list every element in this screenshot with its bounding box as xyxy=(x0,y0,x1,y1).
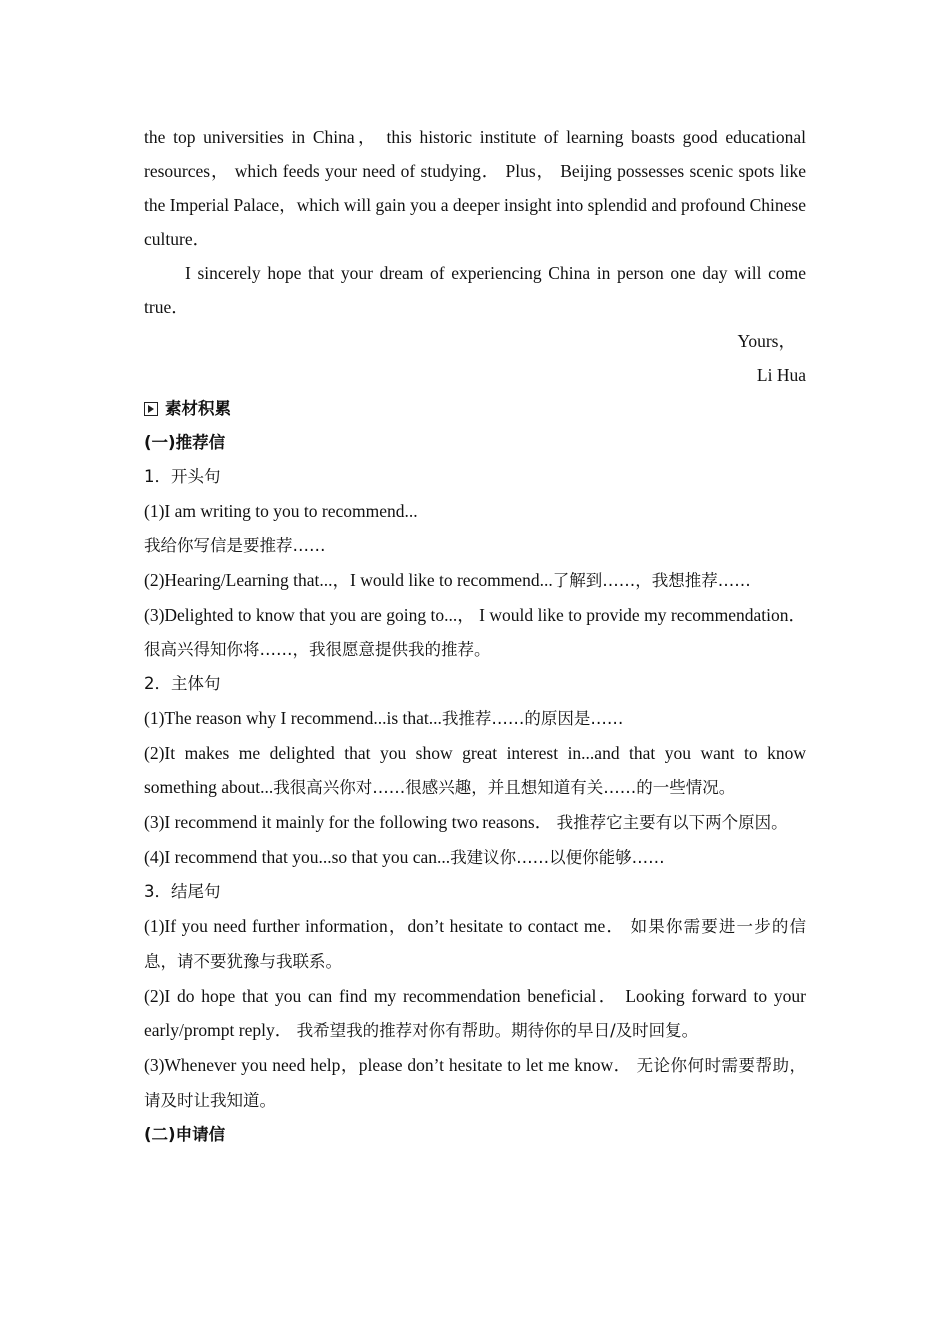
sentence-zh: 我建议你……以便你能够…… xyxy=(450,848,665,867)
part2-title: (二)申请信 xyxy=(144,1125,226,1144)
group-title: 3．结尾句 xyxy=(144,882,221,901)
sentence-zh: 我希望我的推荐对你有帮助。期待你的早日/及时回复。 xyxy=(296,1021,699,1040)
sentence-item xyxy=(144,805,806,840)
sentence-item xyxy=(144,840,806,875)
sentence-en: (1)The reason why I recommend...is that... xyxy=(144,708,442,728)
sentence-en: (3)Whenever you need help，please don’t hesitate to let me know． xyxy=(144,1055,632,1075)
sentence-zh: 我给你写信是要推荐…… xyxy=(144,536,326,555)
sentence-item xyxy=(144,701,806,736)
sentence-item xyxy=(144,494,806,528)
sentence-item xyxy=(144,563,806,598)
sentence-en: (4)I recommend that you...so that you can... xyxy=(144,847,451,867)
sentence-zh: 了解到……，我想推荐…… xyxy=(552,571,751,590)
group-title: 2．主体句 xyxy=(144,674,221,693)
sentence-en: (3)I recommend it mainly for the following two reasons． xyxy=(144,812,553,832)
sentence-zh: 我很高兴你对……很感兴趣，并且想知道有关……的一些情况。 xyxy=(273,778,736,797)
part1-title: (一)推荐信 xyxy=(144,433,226,452)
play-triangle-icon xyxy=(144,402,158,416)
sentence-zh: 很高兴得知你将……，我很愿意提供我的推荐。 xyxy=(144,640,491,659)
letter-signature: Li Hua xyxy=(756,365,806,385)
letter-paragraph-2: I sincerely hope that your dream of experiencing China in person one day will come true． xyxy=(144,263,806,317)
sentence-zh: 如果你需要进一步的信息，请不要犹豫与我联系。 xyxy=(144,917,807,971)
sentence-en: (1)I am writing to you to recommend... xyxy=(144,501,418,521)
sentence-zh: 我推荐它主要有以下两个原因。 xyxy=(556,813,788,832)
sentence-item xyxy=(144,736,806,805)
group-title: 1．开头句 xyxy=(144,467,221,486)
sentence-en: (2)I do hope that you can find my recommendation beneficial． Looking forward to your early/prompt reply． xyxy=(144,986,806,1040)
letter-closing: Yours， xyxy=(737,331,796,351)
materials-heading xyxy=(144,392,806,426)
materials-heading-label: 素材积累 xyxy=(165,399,231,418)
sentence-item xyxy=(144,598,806,667)
sentence-zh: 无论你何时需要帮助，请及时让我知道。 xyxy=(144,1056,807,1110)
sentence-translation xyxy=(144,528,806,563)
sentence-item xyxy=(144,909,806,979)
sentence-en: (2)It makes me delighted that you show great interest in...and that you want to know something about... xyxy=(144,743,806,797)
sentence-en: (1)If you need further information，don’t hesitate to contact me． xyxy=(144,916,626,936)
document-page xyxy=(144,120,806,1152)
sentence-zh: 我推荐……的原因是…… xyxy=(441,709,624,728)
sentence-en: (3)Delighted to know that you are going to...， I would like to provide my recommendation． xyxy=(144,605,806,625)
sentence-en: (2)Hearing/Learning that...，I would like to recommend... xyxy=(144,570,553,590)
sentence-item xyxy=(144,1048,806,1118)
letter-paragraph-1: the top universities in China， this historic institute of learning boasts good educational resources， which feeds your need of studying． Plus， Beijing possesses scenic spots like the Imperial Palace，which will gain you a deeper insight into splendid and profound Chinese culture． xyxy=(144,127,806,249)
sentence-item xyxy=(144,979,806,1048)
